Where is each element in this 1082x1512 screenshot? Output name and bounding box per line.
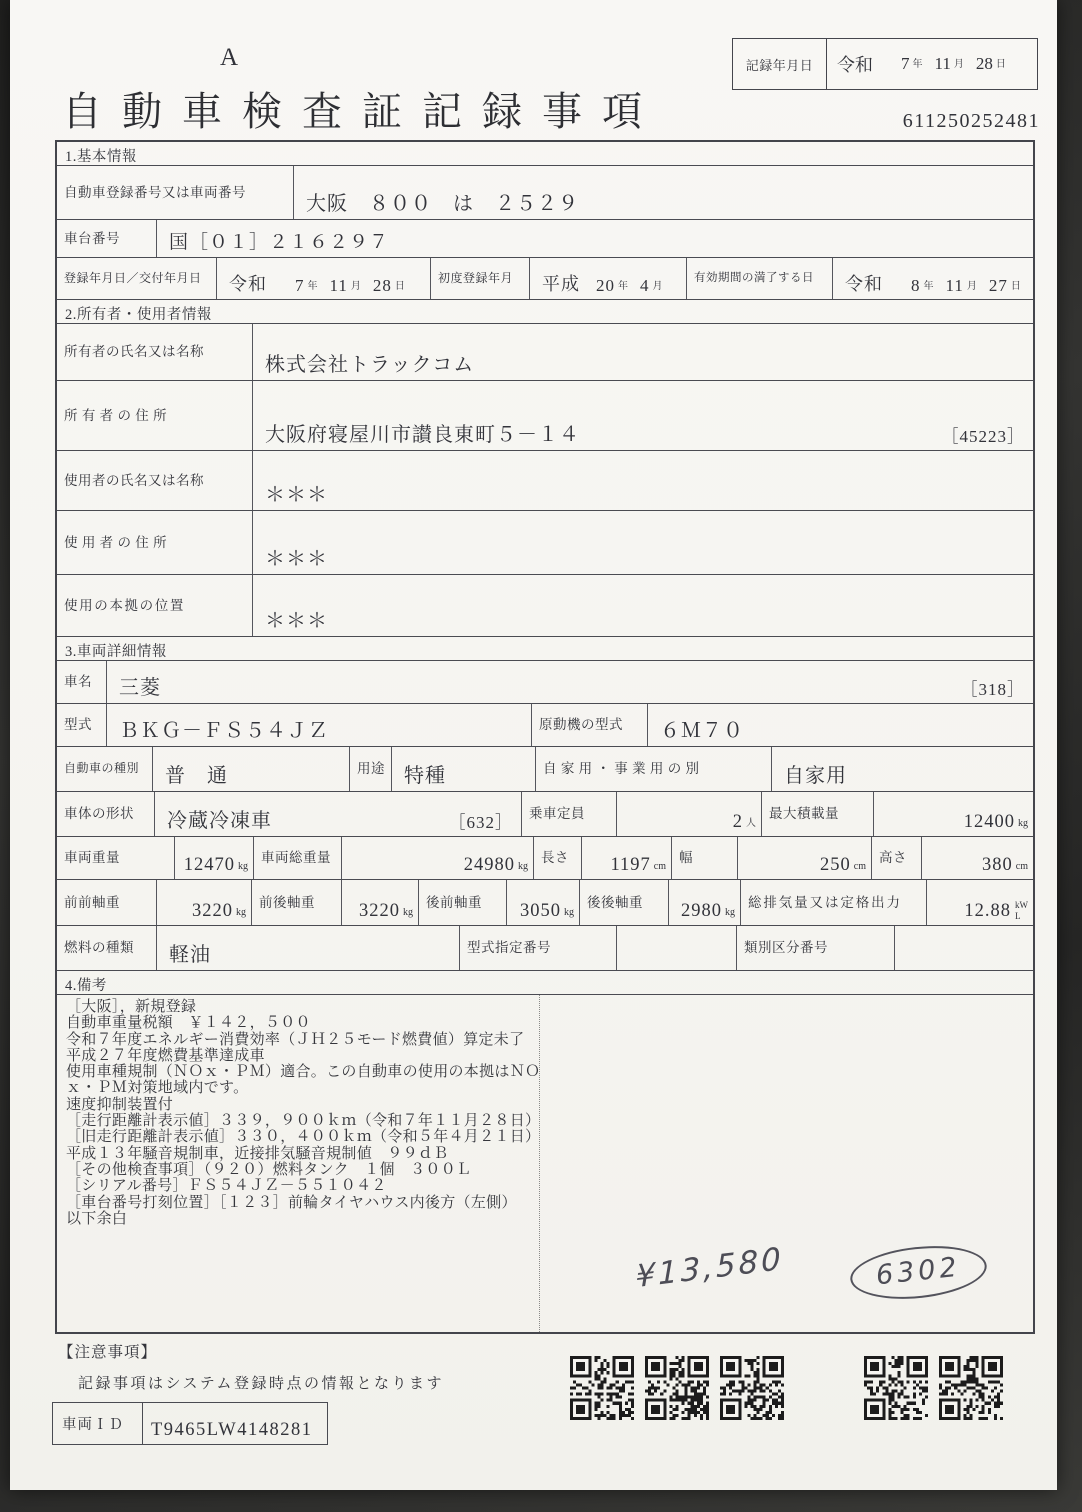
remark-line: 令和７年度エネルギー消費効率（ＪＨ２５モード燃費値）算定未了 [66,1031,525,1048]
car-name-code: ［318］ [960,680,1025,699]
registration-number-value: 大阪 ８００ は ２５２９ [306,193,579,215]
axle-front-front-value [157,880,252,925]
remark-line: ［旧走行距離計表示値］３３０，４００ｋｍ（令和５年４月２１日） [66,1129,541,1146]
handwritten-price: ¥13,580 [635,1240,784,1296]
unit-kg: kg [1018,818,1028,829]
vehicle-id-box [52,1402,328,1445]
unit-day: 日 [394,281,405,292]
type-approval-number-label: 型式指定番号 [460,926,617,970]
reg-date-era: 令和 [229,274,267,294]
page-mark: A [220,44,241,71]
axle-front-rear-value [342,880,419,925]
length-value [582,837,672,879]
expiry-month: 11 [945,276,964,295]
class-number-value [895,926,1033,970]
owner-address-code: ［45223］ [941,427,1025,446]
axle-fr-number: 3220 [359,901,400,921]
record-date-day: 28 [975,54,993,73]
owner-address-value [253,381,1033,450]
payload-number: 12400 [963,812,1015,832]
user-address-value: ＊＊＊ [265,548,328,570]
remark-line: 以下余白 [66,1210,128,1227]
remark-line: ［大阪］，新規登録 [66,999,197,1015]
remark-line: 平成２７年度燃費基準達成車 [66,1047,265,1064]
fuel-row [57,926,1033,971]
document-title: 自動車検査証記録事項 [62,89,662,134]
payload-value [874,792,1033,836]
remark-line: 自動車重量税額 ￥１４２，５００ [66,1015,311,1032]
chassis-number-row [57,220,1033,258]
kind-row [57,747,1033,792]
unit-month: 月 [953,58,964,70]
unit-person: 人 [746,818,756,829]
section-owner-heading: 2.所有者・使用者情報 [57,300,1033,324]
first-registration-label: 初度登録年月 [431,258,530,299]
gross-weight-label: 車両総重量 [254,837,342,879]
owner-address-row [57,381,1033,451]
car-name-value [107,661,1033,703]
unit-year: 年 [912,58,923,70]
user-address-row [57,511,1033,575]
document-paper [10,0,1057,1490]
qr-code [720,1356,784,1420]
first-registration-value [530,258,687,299]
height-label: 高さ [872,837,922,879]
engine-model-value: ６Ｍ７０ [660,720,744,742]
length-number: 1197 [610,855,651,875]
record-date-year: 7 [901,54,910,73]
user-name-row [57,451,1033,511]
vehicle-id-label: 車両ＩＤ [53,1403,143,1444]
owner-name-value: 株式会社トラックコム [265,354,475,376]
expiry-date-label: 有効期間の満了する日 [687,258,833,299]
displacement-label: 総排気量又は定格出力 [741,880,927,925]
gross-weight-value [342,837,534,879]
use-label: 用途 [350,747,392,791]
private-business-value: 自家用 [784,765,847,787]
body-shape-code: ［632］ [448,813,513,832]
dates-row [57,258,1033,300]
width-label: 幅 [672,837,738,879]
axle-rear-rear-label: 後後軸重 [580,880,669,925]
unit-cm: cm [653,861,666,872]
reg-date-year: 7 [295,276,305,295]
remarks-cell [57,995,1033,1332]
chassis-number-label: 車台番号 [57,220,157,257]
remark-line: ［シリアル番号］ＦＳ５４ＪＺ－５５１０４２ [66,1178,387,1195]
body-shape-label: 車体の形状 [57,792,155,836]
notice-heading: 【注意事項】 [58,1344,158,1361]
base-location-label: 使用の本拠の位置 [57,575,253,636]
unit-day: 日 [1010,281,1021,292]
height-number: 380 [982,855,1013,875]
user-address-label: 使用者の住所 [57,511,253,574]
first-reg-era: 平成 [542,274,580,294]
axle-rear-rear-value [669,880,741,925]
handwritten-number: 6302 [874,1251,963,1292]
remark-line: ［その他検査事項］（９２０）燃料タンク １個 ３００Ｌ [66,1161,472,1178]
vehicle-weight-number: 12470 [183,855,235,875]
unit-kg: kg [236,907,246,918]
unit-kg: kg [518,861,528,872]
axle-weight-row [57,880,1033,926]
car-name-label: 車名 [57,661,107,703]
unit-month: 月 [652,281,663,292]
vehicle-kind-label: 自動車の種別 [57,747,153,791]
qr-code [570,1356,634,1420]
capacity-value [617,792,762,836]
handwritten-circle [848,1240,989,1305]
chassis-number-value: 国［０１］２１６２９７ [169,232,390,253]
remarks-divider [539,995,540,1332]
axle-rear-front-value [507,880,580,925]
unit-month: 月 [350,281,361,292]
axle-front-front-label: 前前軸重 [57,880,157,925]
vehicle-kind-value: 普 通 [153,747,350,791]
unit-kw-l [1015,900,1028,922]
fuel-type-value: 軽油 [157,926,460,970]
engine-model-label: 原動機の型式 [532,704,648,746]
qr-code [864,1356,928,1420]
owner-name-label: 所有者の氏名又は名称 [57,324,253,380]
reg-date-day: 28 [372,276,392,295]
weight-row [57,837,1033,880]
remarks-lines [66,999,540,1227]
car-name-text: 三菱 [119,677,161,699]
remark-line: 使用車種規制（ＮＯｘ・ＰＭ）適合。この自動車の使用の本拠はＮＯ [66,1064,541,1081]
registration-date-label: 登録年月日／交付年月日 [57,258,217,299]
qr-group-right [864,1356,1003,1420]
class-number-label: 類別区分番号 [737,926,895,970]
remark-line: 平成１３年騒音規制車，近接排気騒音規制値 ９９ｄＢ [66,1145,449,1162]
model-row [57,704,1033,747]
owner-address-label: 所有者の住所 [57,381,253,450]
record-date-label: 記録年月日 [733,39,827,89]
displacement-value [927,880,1033,925]
remark-line: ｘ・ＰＭ対策地域内です。 [66,1080,249,1097]
unit-kw: kW [1015,900,1028,911]
base-location-value: ＊＊＊ [265,610,328,632]
unit-kg: kg [564,907,574,918]
displacement-number: 12.88 [964,901,1011,921]
record-date-month: 11 [934,54,951,73]
section-basic-heading: 1.基本情報 [57,142,1033,166]
expiry-year: 8 [911,276,921,295]
body-shape-row [57,792,1033,837]
height-value [922,837,1033,879]
unit-liter: L [1015,910,1021,921]
unit-kg: kg [725,907,735,918]
unit-cm: cm [1015,861,1028,872]
main-table [55,140,1035,1334]
owner-name-row [57,324,1033,381]
car-name-row [57,661,1033,704]
registration-date-value [217,258,431,299]
unit-year: 年 [307,281,318,292]
document-number: 611250252481 [902,110,1040,132]
expiry-day: 27 [988,276,1008,295]
capacity-label: 乗車定員 [522,792,617,836]
unit-month: 月 [966,281,977,292]
axle-rf-number: 3050 [520,901,561,921]
base-location-row [57,575,1033,637]
model-label: 型式 [57,704,107,746]
payload-label: 最大積載量 [762,792,874,836]
registration-number-row [57,166,1033,220]
body-shape-text: 冷蔵冷凍車 [167,810,272,832]
model-value: ＢＫＧ－ＦＳ５４ＪＺ [107,704,532,746]
unit-kg: kg [238,861,248,872]
gross-weight-number: 24980 [463,855,515,875]
record-date-era: 令和 [837,55,873,75]
expiry-era: 令和 [845,274,883,294]
notice-text: 記録事項はシステム登録時点の情報となります [78,1376,445,1392]
fuel-type-label: 燃料の種類 [57,926,157,970]
width-value [738,837,872,879]
first-reg-year: 20 [596,276,615,295]
expiry-date-value [833,258,1033,299]
section-remarks-heading: 4.備考 [57,971,1033,995]
unit-cm: cm [853,861,866,872]
type-approval-number-value [617,926,737,970]
registration-number-label: 自動車登録番号又は車両番号 [57,166,294,219]
qr-group-left [570,1356,784,1420]
axle-ff-number: 3220 [192,901,233,921]
axle-rr-number: 2980 [681,901,722,921]
user-name-label: 使用者の氏名又は名称 [57,451,253,510]
first-reg-month: 4 [640,276,650,295]
private-business-label: 自家用・事業用の別 [536,747,772,791]
use-value: 特種 [392,747,536,791]
unit-kg: kg [403,907,413,918]
record-date-value [827,39,1037,89]
length-label: 長さ [534,837,582,879]
user-name-value: ＊＊＊ [265,484,328,506]
record-date-box [732,38,1038,90]
body-shape-value [155,792,522,836]
reg-date-month: 11 [329,276,348,295]
remark-line: 速度抑制装置付 [66,1096,174,1113]
vehicle-weight-label: 車両重量 [57,837,175,879]
remark-line: ［車台番号打刻位置］［１２３］前輪タイヤハウス内後方（左側） [66,1194,517,1211]
owner-address-text: 大阪府寝屋川市讃良東町５－１４ [265,424,580,446]
vehicle-weight-value [175,837,254,879]
qr-code [939,1356,1003,1420]
capacity-number: 2 [732,812,743,832]
remark-line: ［走行距離計表示値］３３９，９００ｋｍ（令和７年１１月２８日） [66,1113,541,1130]
axle-front-rear-label: 前後軸重 [252,880,342,925]
vehicle-id-value: T9465LW4148281 [151,1420,313,1440]
width-number: 250 [820,855,851,875]
unit-day: 日 [995,58,1006,70]
qr-code [645,1356,709,1420]
axle-rear-front-label: 後前軸重 [419,880,507,925]
unit-year: 年 [923,281,934,292]
unit-year: 年 [618,281,628,292]
section-vehicle-heading: 3.車両詳細情報 [57,637,1033,661]
